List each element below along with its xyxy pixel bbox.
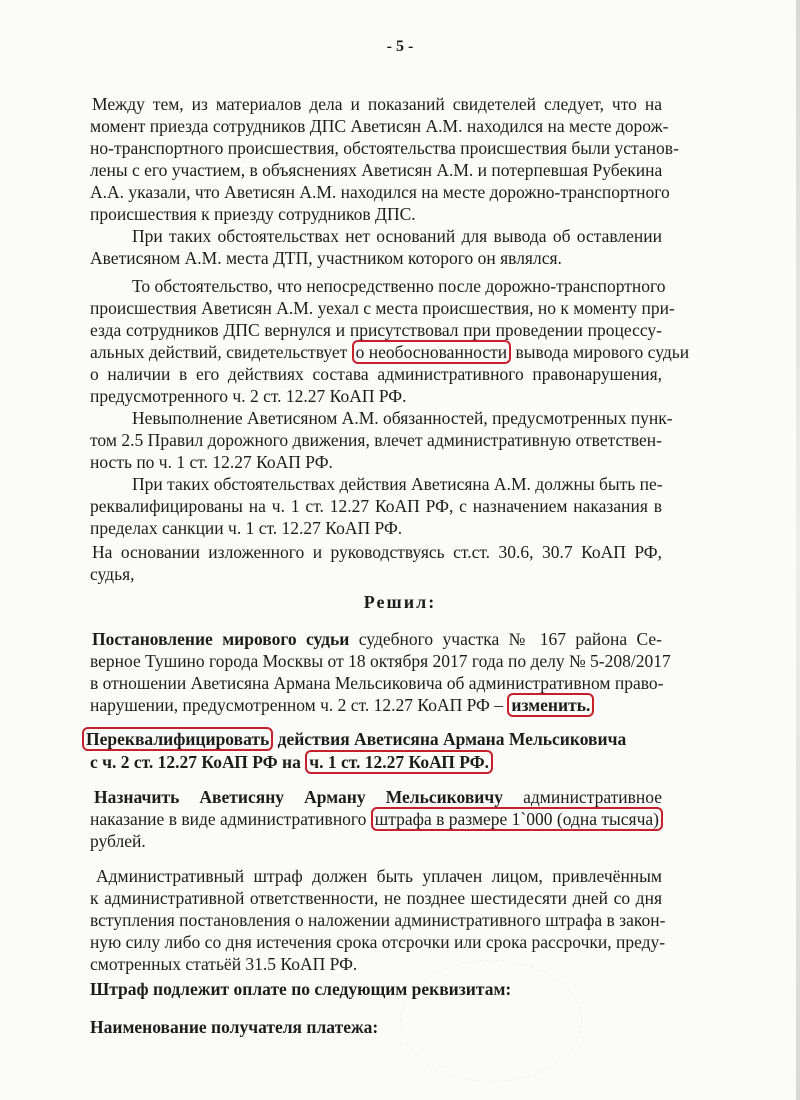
text-line: реквалифицированы на ч. 1 ст. 12.27 КоАП РФ, с назначением наказания в	[90, 496, 662, 516]
highlight-requalify: Переквалифицировать	[82, 727, 273, 751]
text-line: езда сотрудников ДПС вернулся и присутствовал при проведении процессу-	[90, 320, 662, 340]
text-line	[90, 751, 662, 773]
text-fragment: действия Аветисяна Армана Мельсиковича	[277, 729, 627, 749]
text-line: судья,	[90, 564, 135, 584]
text-line: в отношении Аветисяна Армана Мельсиковича об административном право-	[90, 673, 664, 693]
text-line: смотренных статьёй 31.5 КоАП РФ.	[90, 954, 358, 974]
text-line: но-транспортного происшествия, обстоятельства происшествия были установ-	[90, 138, 679, 158]
text-line: пределах санкции ч. 1 ст. 12.27 КоАП РФ.	[90, 518, 403, 538]
text-line	[90, 808, 662, 830]
text-line: момент приезда сотрудников ДПС Аветисян А.М. находился на месте дорож-	[90, 116, 669, 136]
text-fragment-bold: Постановление мирового судьи	[92, 629, 350, 649]
text-line: верное Тушино города Москвы от 18 октября 2017 года по делу № 5-208/2017	[90, 651, 671, 671]
text-line: То обстоятельство, что непосредственно после дорожно-транспортного	[132, 276, 666, 296]
text-line	[90, 341, 690, 363]
text-line: вступления постановления о наложении административного штрафа в закон-	[90, 910, 666, 930]
faint-stamp-mark	[400, 960, 582, 1082]
highlight-fine-amount: штрафа в размере 1`000 (одна тысяча)	[371, 807, 663, 831]
text-line: На основании изложенного и руководствуясь ст.ст. 30.6, 30.7 КоАП РФ,	[92, 542, 662, 562]
text-line: ную силу либо со дня истечения срока отсрочки или срока рассрочки, преду-	[90, 932, 666, 952]
text-fragment: альных действий, свидетельствует	[90, 342, 348, 362]
text-line	[82, 728, 654, 750]
decision-heading: Решил:	[363, 592, 437, 612]
text-fragment-bold: Назначить Аветисяну Арману Мельсиковичу	[94, 787, 503, 807]
text-line	[94, 786, 662, 808]
highlight-change: изменить.	[507, 693, 594, 717]
text-line: лены с его участием, в объяснениях Аветисян А.М. и потерпевшая Рубекина	[90, 160, 663, 180]
text-line: А.А. указали, что Аветисян А.М. находился на месте дорожно-транспортного	[90, 182, 670, 202]
text-line: При таких обстоятельствах нет оснований для вывода об оставлении	[132, 226, 662, 246]
highlight-article-part-1: ч. 1 ст. 12.27 КоАП РФ.	[305, 750, 493, 774]
text-line: о наличии в его действиях состава административного правонарушения,	[90, 364, 662, 384]
highlight-unfoundedness: о необоснованности	[352, 340, 511, 364]
text-line: том 2.5 Правил дорожного движения, влечет административную ответствен-	[90, 430, 662, 450]
text-line	[92, 628, 662, 650]
text-line: происшествия Аветисян А.М. уехал с места происшествия, но к моменту при-	[90, 298, 675, 318]
text-line: Аветисяном А.М. места ДТП, участником которого он являлся.	[90, 248, 562, 268]
text-fragment: наказание в виде административного	[90, 809, 367, 829]
text-line: При таких обстоятельствах действия Аветисяна А.М. должны быть пе-	[132, 474, 663, 494]
text-line: предусмотренного ч. 2 ст. 12.27 КоАП РФ.	[90, 386, 407, 406]
text-fragment: административное	[523, 787, 662, 807]
recipient-name-label: Наименование получателя платежа:	[90, 1017, 379, 1037]
page-number: - 5 -	[386, 38, 414, 55]
text-fragment: вывода мирового судьи	[515, 342, 690, 362]
text-fragment: с ч. 2 ст. 12.27 КоАП РФ на	[90, 752, 301, 772]
text-line	[90, 694, 662, 716]
text-line: ность по ч. 1 ст. 12.27 КоАП РФ.	[90, 452, 333, 472]
text-line: происшествия к приезду сотрудников ДПС.	[90, 204, 416, 224]
text-line: рублей.	[90, 831, 146, 851]
scan-edge	[796, 0, 800, 1100]
fine-requisites-heading: Штраф подлежит оплате по следующим реквизитам:	[90, 979, 512, 999]
text-line: Между тем, из материалов дела и показаний свидетелей следует, что на	[92, 94, 662, 114]
text-fragment: судебного участка № 167 района Се-	[358, 629, 663, 649]
text-line: к административной ответственности, не позднее шестидесяти дней со дня	[90, 888, 662, 908]
text-line: Невыполнение Аветисяном А.М. обязанностей, предусмотренных пунк-	[132, 408, 673, 428]
text-fragment: нарушении, предусмотренном ч. 2 ст. 12.27 КоАП РФ –	[90, 695, 503, 715]
text-line: Административный штраф должен быть уплачен лицом, привлечённым	[96, 866, 662, 886]
